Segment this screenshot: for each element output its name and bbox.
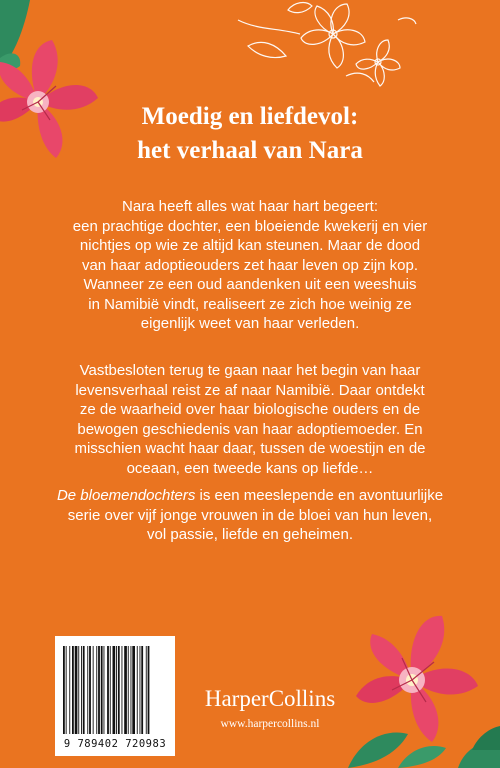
blurb-line: levensverhaal reist ze af naar Namibië. Daar ontdekt (75, 381, 425, 399)
blurb-line: Nara heeft alles wat haar hart begeert: (122, 198, 378, 215)
barcode-bar (101, 646, 103, 734)
barcode-bar (124, 646, 127, 734)
barcode-bar (81, 646, 82, 734)
blurb-line: nichtjes op wie ze altijd kan steunen. Maar de dood (79, 237, 421, 254)
series-title: De bloemendochters (56, 487, 196, 504)
flower-bottom-right-illustration (338, 600, 500, 768)
isbn-barcode (55, 636, 175, 756)
barcode-bar (116, 646, 117, 734)
barcode-bar (146, 646, 147, 734)
barcode-bar (137, 646, 138, 734)
series-line-rest: is een meeslepende en avontuurlijke (195, 487, 444, 504)
barcode-bar (140, 646, 141, 734)
barcode-bar (118, 646, 120, 734)
barcode-bars (61, 646, 169, 734)
blurb-line: oceaan, een tweede kans op liefde… (126, 459, 374, 477)
blurb-paragraph-3 (40, 486, 460, 545)
barcode-bar (63, 646, 65, 734)
blurb-line: serie over vijf jonge vrouwen in de bloei van hun leven, (67, 506, 433, 524)
outline-flower-top-right-illustration (228, 0, 418, 92)
blurb-line: Wanneer ze een oud aandenken uit een weeshuis (83, 276, 417, 293)
barcode-bar (69, 646, 70, 734)
barcode-bar (131, 646, 132, 734)
headline-line-1: Moedig en liefdevol: (141, 103, 359, 130)
publisher-logo-text: HarperCollins (204, 686, 336, 711)
barcode-bar (98, 646, 100, 734)
barcode-bar (89, 646, 91, 734)
barcode-bar (78, 646, 79, 734)
barcode-bar (113, 646, 116, 734)
barcode-bar (66, 646, 67, 734)
barcode-bar (83, 646, 85, 734)
blurb-line: Vastbesloten terug te gaan naar het begin van haar (79, 362, 421, 379)
blurb-line: een prachtige dochter, een bloeiende kwekerij en vier (72, 217, 428, 235)
barcode-bar (75, 646, 78, 734)
blurb-line: bewogen geschiedenis van haar adoptiemoeder. En (77, 420, 423, 438)
barcode-bar (93, 646, 94, 734)
blurb-paragraph-2 (40, 361, 460, 478)
blurb-line: ze de waarheid over haar biologische ouders en de (79, 401, 421, 418)
barcode-bar (148, 646, 150, 734)
barcode-bar (107, 646, 109, 734)
blurb-line (40, 486, 460, 506)
cover-headline (0, 100, 500, 168)
barcode-bar (96, 646, 97, 734)
barcode-bar (72, 646, 74, 734)
barcode-bar (104, 646, 105, 734)
isbn-number: 9 789402 720983 (63, 738, 167, 750)
blurb-paragraph-1 (40, 197, 460, 334)
barcode-bar (110, 646, 111, 734)
headline-line-2: het verhaal van Nara (137, 137, 363, 164)
barcode-bar (132, 646, 135, 734)
barcode-bar (128, 646, 129, 734)
blurb-line: van haar adoptieouders zet haar leven op zijn kop. (81, 256, 419, 274)
blurb-line: vol passie, liefde en geheimen. (147, 526, 353, 543)
blurb-line: in Namibië vindt, realiseert ze zich hoe weinig ze (88, 295, 412, 313)
blurb-line: misschien wacht haar daar, tussen de woestijn en de (74, 440, 426, 457)
barcode-bar (141, 646, 143, 734)
barcode-bar (87, 646, 88, 734)
publisher-url: www.harpercollins.nl (220, 718, 320, 730)
blurb-line: eigenlijk weet van haar verleden. (140, 315, 360, 332)
barcode-bar (122, 646, 123, 734)
